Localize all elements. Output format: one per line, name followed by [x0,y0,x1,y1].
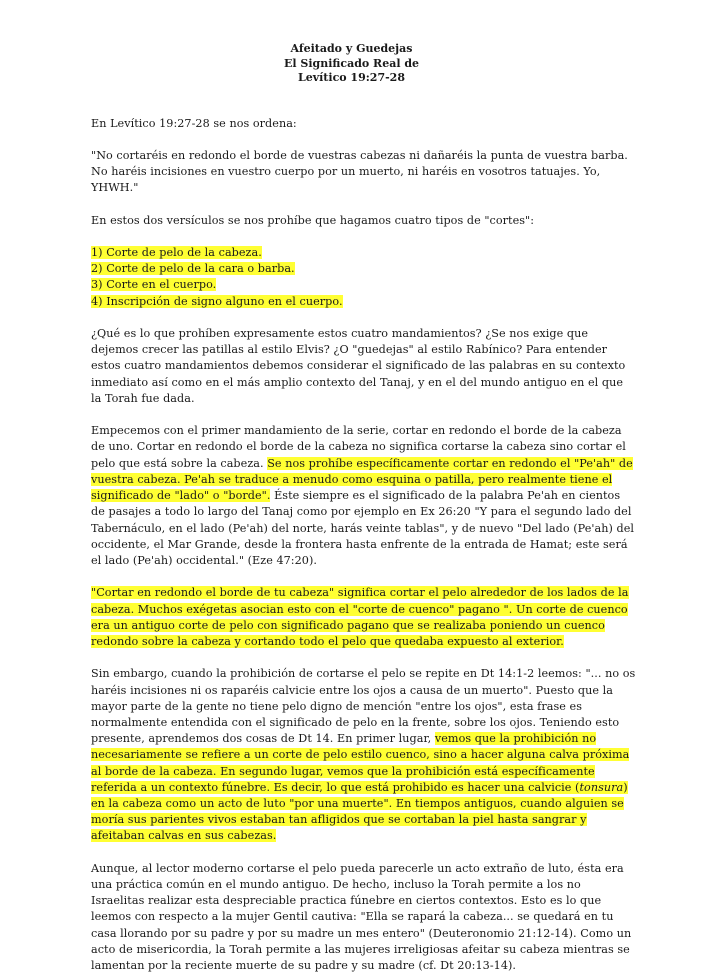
document-body [91,116,636,974]
paragraph-questions: ¿Qué es lo que prohíben expresamente estos cuatro mandamientos? ¿Se nos exige que dejemos crecer las patillas al estilo Elvis? ¿O "guedejas" al estilo Rabínico? Para entender estos cuatro mandamientos debemos considerar el significado de las palabras en su contexto inmediato así como en el más amplio contexto del Tanaj, y en el del mundo antiguo en el que la Torah fue dada. [91,326,636,407]
list-item: 4) Inscripción de signo alguno en el cuerpo. [91,295,343,308]
paragraph-deuteronomy [91,666,636,844]
paragraph-bowl-cut [91,585,636,650]
paragraph-cuts-intro: En estos dos versículos se nos prohíbe que hagamos cuatro tipos de "cortes": [91,213,636,229]
deut-text-a: Sin embargo, cuando la prohibición de cortarse el pelo se repite en Dt 14:1-2 leemos: "... no os haréis incisiones ni os raparéis calvicie entre los ojos a causa de un muerto". Puesto que la mayor parte de la gente no tiene pelo digno de mención "entre los ojos", esta frase es normalmente entendida con el significado de pelo en la frente, sobre los ojos. Teniendo esto presente, aprendemos dos cosas de Dt 14. En primer lugar, [91,667,635,745]
paragraph-peah [91,423,636,569]
list-item: 2) Corte de pelo de la cara o barba. [91,262,295,275]
list-item: 3) Corte en el cuerpo. [91,278,216,291]
tonsura-term: tonsura [579,781,623,794]
paragraph-quote: "No cortaréis en redondo el borde de vuestras cabezas ni dañaréis la punta de vuestra barba. No haréis incisiones en vuestro cuerpo por un muerto, ni haréis en vosotros tatuajes. Yo, YHWH." [91,148,636,197]
list-item: 1) Corte de pelo de la cabeza. [91,246,262,259]
paragraph-mourning: Aunque, al lector moderno cortarse el pelo pueda parecerle un acto extraño de luto, ésta era una práctica común en el mundo antiguo. De hecho, incluso la Torah permite a los no Israelitas realizar esta despreciable practica fúnebre en ciertos contextos. Esto es lo que leemos con respecto a la mujer Gentil cautiva: "Ella se rapará la cabeza... se quedará en tu casa llorando por su padre y por su madre un mes entero" (Deuteronomio 21:12-14). Como un acto de misericordia, la Torah permite a las mujeres irreligiosas afeitar su cabeza mientras se lamentan por la reciente muerte de su padre y su madre (cf. Dt 20:13-14). [91,861,636,974]
peah-text-c: Éste siempre es el significado de la palabra Pe'ah en cientos de pasajes a todo lo largo del Tanaj como por ejemplo en Ex 26:20 "Y para el segundo lado del Tabernáculo, en el lado (Pe'ah) del norte, harás veinte tablas", y de nuevo "Del lado (Pe'ah) del occidente, el Mar Grande, desde la frontera hasta enfrente de la entrada de Hamat; este será el lado (Pe'ah) occidental." (Eze 47:20). [91,489,634,567]
title-line-3: Levítico 19:27-28 [269,71,434,86]
paragraph-intro: En Levítico 19:27-28 se nos ordena: [91,116,636,132]
peah-text-a: Empecemos con el primer mandamiento de la serie, cortar en redondo el borde de la cabeza de uno. Cortar en redondo el borde de la cabeza no significa cortarse la cabeza sino cortar el pelo que está sobre la cabeza. [91,424,626,469]
cuts-list [91,245,636,310]
peah-highlight: Se nos prohíbe específicamente cortar en redondo el "Pe'ah" de vuestra cabeza. Pe'ah se traduce a menudo como esquina o patilla, pero realmente tiene el significado de "lado" o "borde". [91,457,633,502]
title-line-1: Afeitado y Guedejas [269,42,434,57]
bowl-cut-highlight: "Cortar en redondo el borde de tu cabeza" significa cortar el pelo alrededor de los lados de la cabeza. Muchos exégetas asocian esto con el "corte de cuenco" pagano ". Un corte de cuenco era un antiguo corte de pelo con significado pagano que se realizaba poniendo un cuenco redondo sobre la cabeza y cortando todo el pelo que quedaba expuesto al exterior. [91,586,629,648]
title-line-2: El Significado Real de [269,57,434,72]
deut-highlight-b: vemos que la prohibición no necesariamente se refiere a un corte de pelo estilo cuenco, sino a hacer alguna calva próxima al borde de la cabeza. En segundo lugar, vemos que la prohibición está específicamente referida a un contexto fúnebre. Es decir, lo que está prohibido es hacer una calvicie ( [91,732,629,794]
document-title [269,42,434,86]
deut-highlight-c: ) en la cabeza como un acto de luto "por una muerte". En tiempos antiguos, cuando alguien se moría sus parientes vivos estaban tan afligidos que se cortaban la piel hasta sangrar y afeitaban calvas en sus cabezas. [91,781,628,843]
deut-highlight [91,732,629,842]
